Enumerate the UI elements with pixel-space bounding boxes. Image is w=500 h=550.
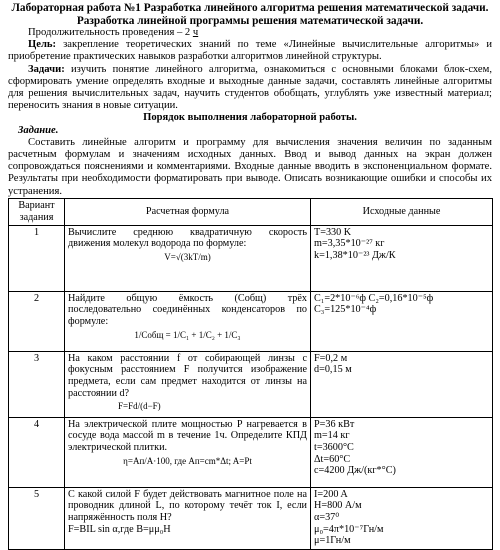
data-line: F=0,2 м [314, 352, 348, 364]
table-row [9, 225, 493, 291]
source-data-cell [311, 291, 493, 351]
duration-label: Продолжительность проведения – 2 [28, 27, 193, 38]
duration-line [8, 27, 492, 39]
formula-text: Найдите общую ёмкость (Cобщ) трёх последовательно соединённых конденсаторов по формуле: [68, 292, 307, 328]
data-line: P=36 кВт [314, 418, 355, 430]
variant-number: 4 [9, 417, 65, 487]
data-line: d=0,15 м [314, 364, 352, 376]
variant-number: 5 [9, 487, 65, 549]
variant-number: 1 [9, 225, 65, 291]
data-line: T=330 K [314, 226, 352, 238]
formula-cell [65, 225, 311, 291]
data-line: μ₀=4π*10⁻⁷Гн/м [314, 523, 384, 535]
formula-text: На каком расстоянии f от собирающей линзы с фокусным расстоянием F получится изображение предмета, если сам предмет находится от линзы на расстоянии d? [68, 352, 307, 399]
assignment-text: Составить линейные алгоритм и программу для вычисления значения величин по заданным расчетным формулам и значениям исходных данных. Ввод и вывод данных на экран должен сопровождаться пояснениями и комментариями. Входные данные вводить в экспоненциальном формате. Результаты при необходимости форматировать при выводе. Описать возникающие ошибки и способы их устранения. [8, 136, 492, 197]
data-line: m=3,35*10⁻²⁷ кг [314, 238, 385, 250]
table-row [9, 487, 493, 549]
goal-paragraph [8, 39, 492, 63]
data-line: C₁=2*10⁻⁶ф C₂=0,16*10⁻⁵ф [314, 292, 434, 304]
formula-text: На электрической плите мощностью P нагревается в сосуде вода массой m в течение 1ч. Определите КПД электрической плитки. [68, 418, 307, 454]
source-data-cell [311, 487, 493, 549]
table-row [9, 417, 493, 487]
data-line: k=1,38*10⁻²³ Дж/К [314, 250, 396, 262]
formula-text: С какой силой F будет действовать магнитное поле на проводник длиной L, по которому течёт ток I, если напряжённость поля H? [68, 488, 307, 524]
tasks-label: Задачи: [28, 63, 65, 75]
data-line: t=3600°С [314, 442, 354, 454]
assignment-label: Задание. [18, 124, 59, 136]
variant-number: 2 [9, 291, 65, 351]
formula-cell [65, 351, 311, 417]
formula-cell [65, 417, 311, 487]
tasks-paragraph [8, 64, 492, 113]
source-data-cell [311, 351, 493, 417]
header-data: Исходные данные [311, 198, 493, 225]
variant-number: 3 [9, 351, 65, 417]
data-line: α=37⁰ [314, 512, 340, 524]
formula-equation: F=BIL sin α,где B=μμ₀H [68, 523, 171, 535]
formula-cell [65, 487, 311, 549]
formula-text: Вычислите среднюю квадратичную скорость движения молекул водорода по формуле: [68, 226, 307, 250]
formula-cell [65, 291, 311, 351]
data-line: c=4200 Дж/(кг*°С) [314, 465, 396, 477]
header-variant: Вариант задания [9, 198, 65, 225]
source-data-cell [311, 417, 493, 487]
data-line: H=800 А/м [314, 500, 362, 512]
page-title: Лабораторная работа №1 Разработка линейного алгоритма решения математической задачи. Разработка линейной программы решения математической задачи. [11, 2, 489, 27]
formula-equation: 1/Cобщ = 1/C₁ + 1/C₂ + 1/C₃ [134, 329, 241, 340]
formula-equation: V=√(3kT/m) [164, 252, 211, 263]
data-line: m=14 кг [314, 430, 350, 442]
goal-label: Цель: [28, 39, 57, 51]
variants-table [8, 198, 493, 550]
data-line: μ=1Гн/м [314, 535, 351, 547]
duration-unit: ч [192, 27, 199, 38]
table-row [9, 351, 493, 417]
source-data-cell [311, 225, 493, 291]
formula-equation: F=Fd/(d−F) [118, 401, 161, 412]
table-row [9, 291, 493, 351]
table-header-row [9, 198, 493, 225]
tasks-text: изучить понятие линейного алгоритма, ознакомиться с основными блоками блок-схем, сформировать умение определять входные и выходные данные задачи, составлять линейные алгоритмы для решения вычислительных задач, научить студентов обобщать, углублять уже известный материал; переносить знания в новые ситуации. [8, 63, 492, 112]
procedure-title: Порядок выполнения лабораторной работы. [143, 112, 357, 124]
data-line: I=200 A [314, 488, 348, 500]
data-line: C₃=125*10⁻⁴ф [314, 304, 377, 316]
header-formula: Расчетная формула [65, 198, 311, 225]
formula-equation: η=Aп/A·100, где Aп=cm*Δt; A=Pt [123, 455, 252, 466]
goal-text: закрепление теоретических знаний по теме «Линейные вычислительные алгоритмы» и приобретение практических навыков разработки алгоритмов линейной структуры. [8, 39, 492, 63]
data-line: Δt=60°С [314, 453, 351, 465]
